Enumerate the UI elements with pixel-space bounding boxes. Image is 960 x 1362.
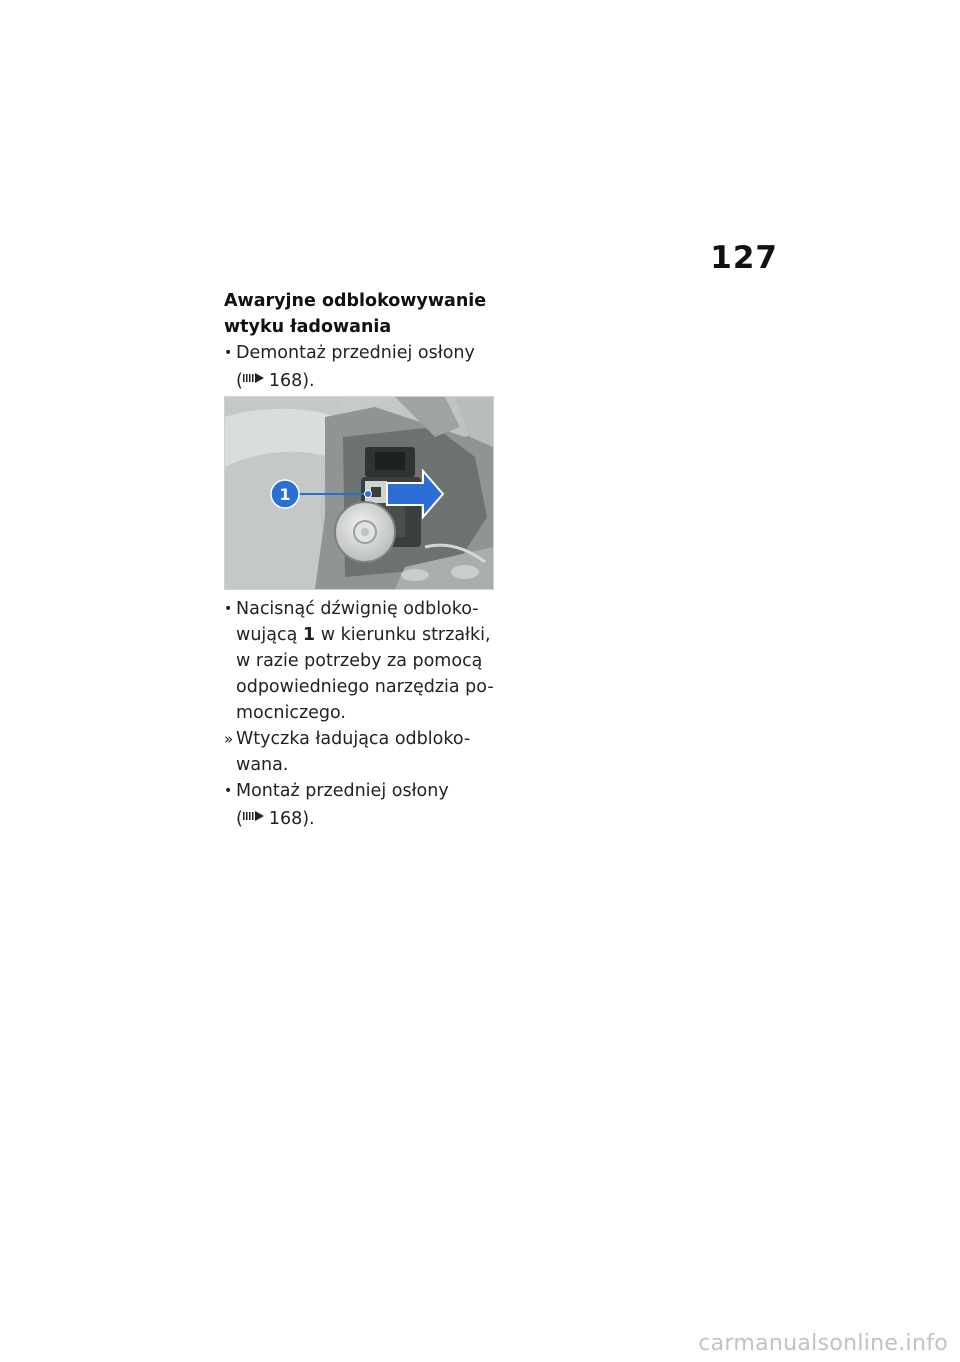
- section-content: [224, 288, 504, 395]
- figure-release-lever: [224, 396, 494, 590]
- step-press-lever: [224, 596, 504, 726]
- page-reference-arrow-icon: [243, 366, 265, 392]
- step-text: Montaż przedniej osłony: [236, 781, 449, 801]
- step-install-cover: [224, 778, 504, 833]
- step-line: w kierunku strzałki,: [320, 625, 491, 645]
- page-reference[interactable]: ( 168).: [236, 809, 315, 829]
- step-remove-cover: [224, 340, 504, 395]
- step-line: mocniczego.: [236, 703, 346, 723]
- section-title: [224, 288, 504, 340]
- page-reference[interactable]: ( 168).: [236, 371, 315, 391]
- bullet-marker: •: [224, 345, 233, 361]
- step-line: odpowiedniego narzędzia po-: [236, 677, 494, 697]
- bullet-marker: •: [224, 783, 233, 799]
- page-reference-number: 168).: [268, 370, 315, 391]
- step-text: Demontaż przedniej osłony: [236, 343, 475, 363]
- section-title-line1: Awaryjne odblokowywanie: [224, 291, 487, 311]
- steps-after-figure: [224, 596, 504, 833]
- footer-watermark-url[interactable]: carmanualsonline.info: [698, 1331, 948, 1356]
- step-result: [224, 726, 504, 778]
- bullet-marker: •: [224, 601, 233, 617]
- release-lever-photo: [225, 397, 493, 589]
- result-marker: »: [224, 730, 234, 748]
- page-number: 127: [710, 240, 778, 276]
- page-reference-arrow-icon: [243, 804, 265, 830]
- callout-label: 1: [279, 485, 291, 504]
- step-line: wana.: [236, 755, 289, 775]
- page-reference-number: 168).: [268, 808, 315, 829]
- step-line: Nacisnąć dźwignię odbloko-: [236, 599, 479, 619]
- section-title-line2: wtyku ładowania: [224, 317, 392, 337]
- step-line: wującą: [236, 625, 298, 645]
- step-line: Wtyczka ładująca odbloko-: [236, 729, 471, 749]
- step-line: w razie potrzeby za pomocą: [236, 651, 483, 671]
- callout-reference: 1: [302, 625, 316, 645]
